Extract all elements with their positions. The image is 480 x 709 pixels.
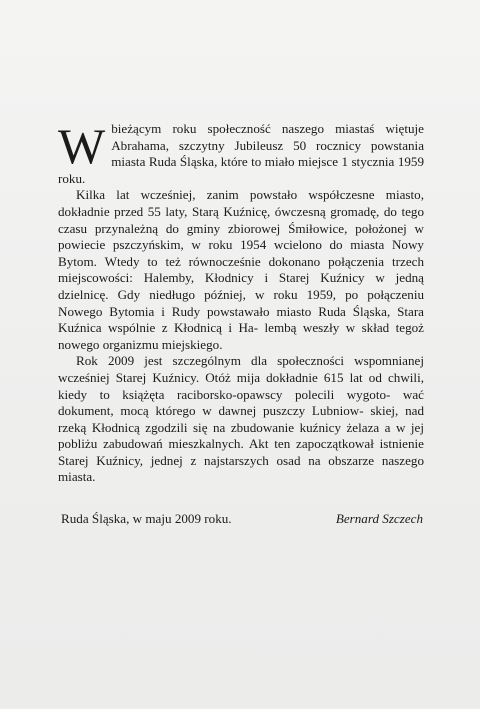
text-line: wcześniej Starej Kuźnicy. Otóż mija dokładnie 615 lat od: [58, 369, 388, 385]
text-line: osad na obszarze naszego miasta.: [58, 452, 424, 485]
text-line: Kilka lat wcześniej, zanim powstało współczesne miasto,: [76, 187, 424, 203]
text-line: Rok 2009 jest szczególnym dla społeczności wspomnianej: [76, 353, 424, 369]
text-line: miasto Ruda Śląska, Stara Kuźnica wspólnie z Kłodnicą i Ha-: [58, 303, 424, 336]
text-line: lembą weszły w skład tegoż nowego organizmu miejskiego.: [58, 320, 424, 352]
place-date: Ruda Śląska, w maju 2009 roku.: [61, 511, 232, 526]
text-line: żelaza a w jej pobliżu zabudowań mieszkalnych. Akt ten: [58, 419, 424, 452]
text-line: 1959, po połączeniu Nowego Bytomia i Rudy powstawało: [58, 286, 424, 319]
text-line: bieżącym roku społeczność naszego miastaś więtuje: [111, 121, 424, 136]
text-line: miasta Ruda Śląska, które to miało miejsce 1 stycznia: [111, 154, 398, 170]
paragraph-2: [58, 187, 424, 353]
author-name: Bernard Szczech: [335, 511, 423, 526]
text-line: miasta Nowy Bytom. Wtedy to też równocześnie dokonano: [58, 237, 424, 269]
text-line: skiej, nad rzeką Kłodnicą zgodzili się na zbudowanie kuźnicy: [58, 403, 424, 435]
text-line: tego czasu przynależną do gminy zbiorowej Śmiłowice,: [58, 203, 424, 236]
paragraph-1: [58, 118, 424, 187]
text-line: położonej w powiecie pszczyńskim, w roku 1954 wcielono do: [58, 220, 424, 253]
text-line: 1959 roku.: [58, 154, 424, 186]
text-line: wać dokument, mocą którego w dawnej puszczy Lubniow-: [58, 386, 424, 419]
text-line: Abrahama, szczytny Jubileusz 50 rocznicy powstania: [111, 137, 424, 153]
text-line: chwili, kiedy to książęta raciborsko-opawscy polecili wygoto-: [58, 369, 424, 402]
paragraph-3: [58, 353, 424, 486]
letter-body: [58, 118, 424, 486]
text-line: Kuźnicy w jedną dzielnicę. Gdy niedługo później, w roku: [58, 270, 424, 302]
text-line: dokładnie przed 55 laty, Starą Kuźnicę, ówczesną gromadę, do: [58, 203, 402, 219]
text-line: połączenia trzech miejscowości: Halemby, Kłodnicy i Starej: [58, 253, 424, 286]
text-line: zapoczątkował istnienie Starej Kuźnicy, jednej z najstarszych: [58, 436, 424, 468]
drop-cap: W: [58, 118, 106, 174]
